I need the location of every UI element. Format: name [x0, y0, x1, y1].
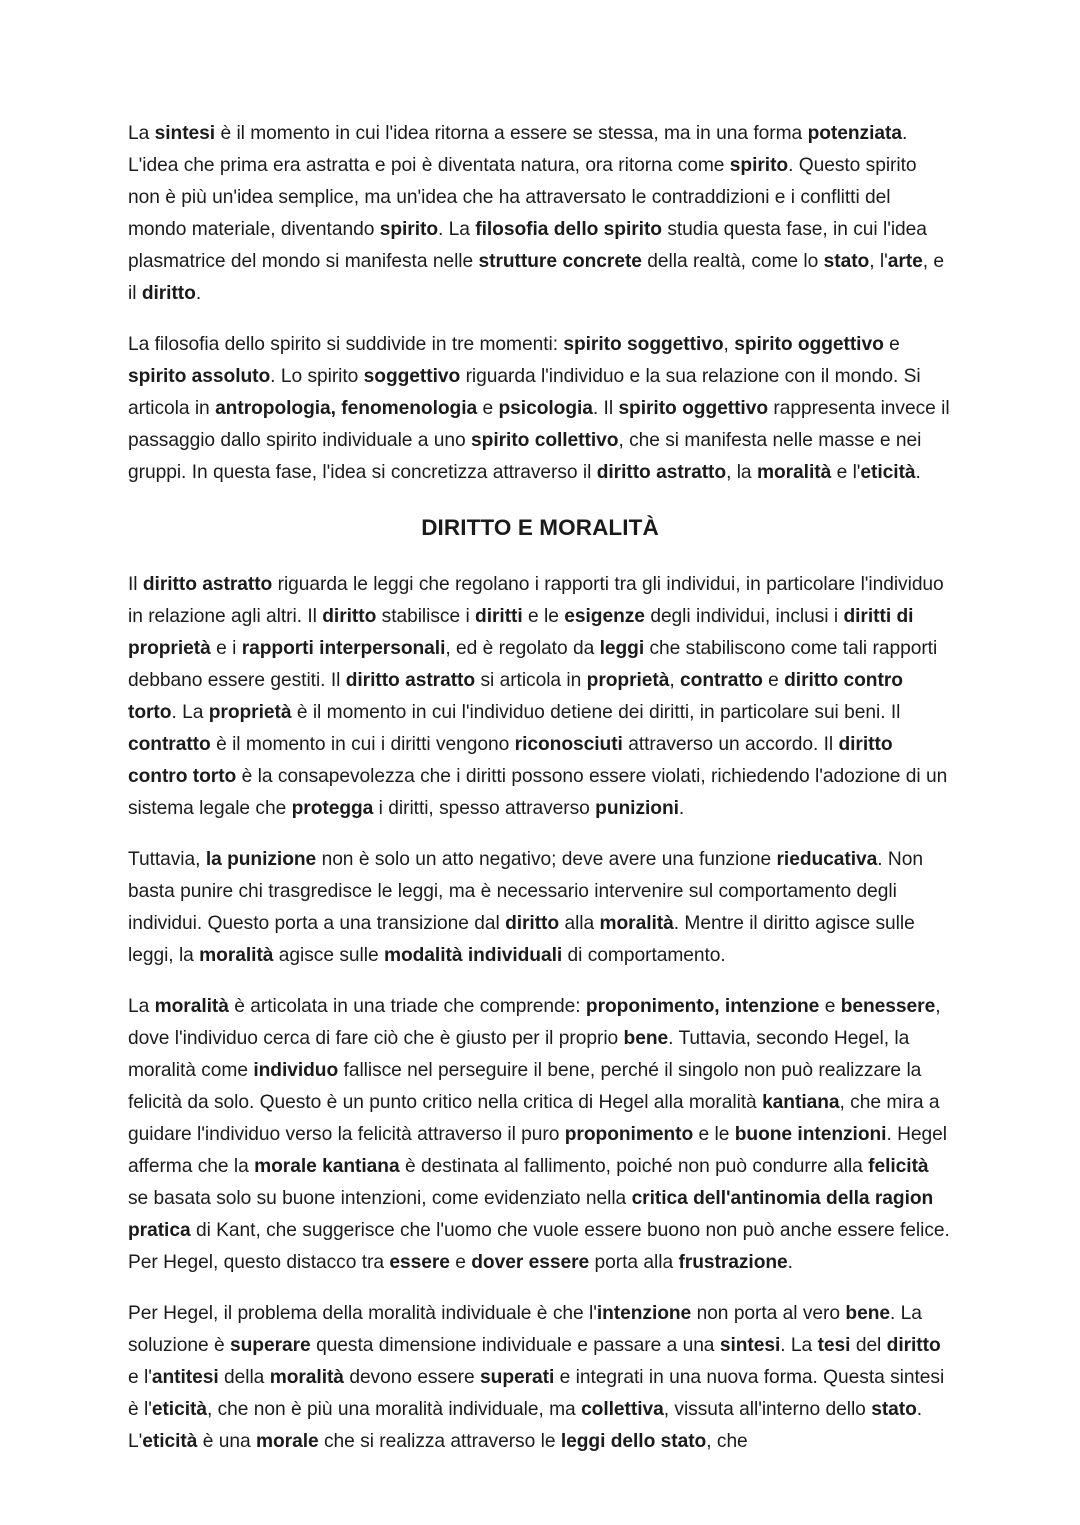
- emphasis-term: contratto: [128, 734, 211, 755]
- emphasis-term: spirito soggettivo: [563, 334, 724, 355]
- emphasis-term: eticità: [142, 1431, 198, 1452]
- emphasis-term: spirito collettivo: [471, 430, 619, 451]
- emphasis-term: la punizione: [205, 849, 317, 870]
- emphasis-term: proponimento: [564, 1124, 694, 1145]
- emphasis-term: diritto contro torto: [128, 670, 903, 723]
- emphasis-term: morale: [256, 1431, 319, 1452]
- emphasis-term: eticità: [151, 1399, 207, 1420]
- emphasis-term: diritto contro torto: [128, 734, 893, 787]
- emphasis-term: diritti di proprietà: [128, 606, 914, 659]
- paragraph-filosofia-dello-spirito: La filosofia dello spirito si suddivide in tre momenti: spirito soggettivo, spirito oggettivo e spirito assoluto. Lo spirito soggettivo riguarda l'individuo e la sua relazione con il mondo. Si articola in antropologia, fenomenologia e psicologia. Il spirito oggettivo rappresenta invece il passaggio dallo spirito individuale a uno spirito collettivo, che si manifesta nelle masse e nei gruppi. In questa fase, l'idea si concretizza attraverso il diritto astratto, la moralità e l'eticità.: [128, 334, 950, 483]
- emphasis-term: riconosciuti: [514, 734, 623, 755]
- emphasis-term: diritto astratto: [142, 574, 273, 595]
- emphasis-term: filosofia dello spirito: [475, 219, 662, 240]
- emphasis-term: moralità: [599, 913, 674, 934]
- emphasis-term: diritto astratto: [596, 462, 727, 483]
- paragraph-eticita-sintesi: Per Hegel, il problema della moralità individuale è che l'intenzione non porta al vero bene. La soluzione è superare questa dimensione individuale e passare a una sintesi. La tesi del diritto e l'antitesi della moralità devono essere superati e integrati in una nuova forma. Questa sintesi è l'eticità, che non è più una moralità individuale, ma collettiva, vissuta all'interno dello stato. L'eticità è una morale che si realizza attraverso le leggi dello stato, che: [128, 1303, 945, 1452]
- emphasis-term: modalità individuali: [383, 945, 563, 966]
- paragraph-moralita-triade: La moralità è articolata in una triade che comprende: proponimento, intenzione e benessere, dove l'individuo cerca di fare ciò che è giusto per il proprio bene. Tuttavia, secondo Hegel, la moralità come individuo fallisce nel perseguire il bene, perché il singolo non può realizzare la felicità da solo. Questo è un punto critico nella critica di Hegel alla moralità kantiana, che mira a guidare l'individuo verso la felicità attraverso il puro proponimento e le buone intenzioni. Hegel afferma che la morale kantiana è destinata al fallimento, poiché non può condurre alla felicità se basata solo su buone intenzioni, come evidenziato nella critica dell'antinomia della ragion pratica di Kant, che suggerisce che l'uomo che vuole essere buono non può anche essere felice. Per Hegel, questo distacco tra essere e dover essere porta alla frustrazione.: [128, 996, 950, 1273]
- emphasis-term: esigenze: [564, 606, 645, 627]
- emphasis-term: benessere: [840, 996, 936, 1017]
- emphasis-term: antropologia, fenomenologia: [215, 398, 478, 419]
- emphasis-term: superare: [230, 1335, 311, 1356]
- emphasis-term: critica dell'antinomia della ragion pratica: [128, 1188, 934, 1241]
- paragraph-punizione-rieducativa: Tuttavia, la punizione non è solo un atto negativo; deve avere una funzione rieducativa. Non basta punire chi trasgredisce le leggi, ma è necessario intervenire sul comportamento degli individui. Questo porta a una transizione dal diritto alla moralità. Mentre il diritto agisce sulle leggi, la moralità agisce sulle modalità individuali di comportamento.: [128, 849, 923, 966]
- emphasis-term: antitesi: [151, 1367, 219, 1388]
- emphasis-term: sintesi: [154, 123, 216, 144]
- paragraph-sintesi: La sintesi è il momento in cui l'idea ritorna a essere se stessa, ma in una forma potenziata. L'idea che prima era astratta e poi è diventata natura, ora ritorna come spirito. Questo spirito non è più un'idea semplice, ma un'idea che ha attraversato le contraddizioni e i conflitti del mondo materiale, diventando spirito. La filosofia dello spirito studia questa fase, in cui l'idea plasmatrice del mondo si manifesta nelle strutture concrete della realtà, come lo stato, l'arte, e il diritto.: [128, 123, 945, 304]
- emphasis-term: rapporti interpersonali: [241, 638, 446, 659]
- emphasis-term: diritto: [505, 913, 560, 934]
- emphasis-term: bene: [845, 1303, 890, 1324]
- emphasis-term: soggettivo: [363, 366, 461, 387]
- emphasis-term: proprietà: [586, 670, 670, 691]
- paragraph-diritto-astratto: Il diritto astratto riguarda le leggi che regolano i rapporti tra gli individui, in particolare l'individuo in relazione agli altri. Il diritto stabilisce i diritti e le esigenze degli individui, inclusi i diritti di proprietà e i rapporti interpersonali, ed è regolato da leggi che stabiliscono come tali rapporti debbano essere gestiti. Il diritto astratto si articola in proprietà, contratto e diritto contro torto. La proprietà è il momento in cui l'individuo detiene dei diritti, in particolare sui beni. Il contratto è il momento in cui i diritti vengono riconosciuti attraverso un accordo. Il diritto contro torto è la consapevolezza che i diritti possono essere violati, richiedendo l'adozione di un sistema legale che protegga i diritti, spesso attraverso punizioni.: [128, 574, 948, 819]
- emphasis-term: spirito oggettivo: [734, 334, 884, 355]
- emphasis-term: potenziata: [807, 123, 902, 144]
- section-heading-diritto-e-moralita: DIRITTO E MORALITÀ: [421, 515, 659, 540]
- emphasis-term: proprietà: [208, 702, 292, 723]
- emphasis-term: proponimento, intenzione: [585, 996, 820, 1017]
- emphasis-term: moralità: [269, 1367, 344, 1388]
- emphasis-term: leggi: [599, 638, 645, 659]
- emphasis-term: kantiana: [762, 1092, 840, 1113]
- emphasis-term: moralità: [199, 945, 274, 966]
- emphasis-term: intenzione: [596, 1303, 692, 1324]
- emphasis-term: dover essere: [471, 1252, 590, 1273]
- emphasis-term: diritti: [475, 606, 523, 627]
- document-body: [128, 118, 952, 1458]
- emphasis-term: punizioni: [595, 798, 679, 819]
- emphasis-term: spirito: [729, 155, 789, 176]
- emphasis-term: rieducativa: [776, 849, 878, 870]
- emphasis-term: superati: [480, 1367, 555, 1388]
- emphasis-term: eticità: [860, 462, 916, 483]
- emphasis-term: morale kantiana: [254, 1156, 400, 1177]
- emphasis-term: moralità: [154, 996, 229, 1017]
- emphasis-term: spirito assoluto: [128, 366, 271, 387]
- emphasis-term: stato: [823, 251, 870, 272]
- emphasis-term: frustrazione: [678, 1252, 788, 1273]
- emphasis-term: felicità: [868, 1156, 929, 1177]
- emphasis-term: collettiva: [581, 1399, 664, 1420]
- emphasis-term: spirito: [379, 219, 438, 240]
- emphasis-term: contratto: [680, 670, 763, 691]
- emphasis-term: moralità: [756, 462, 832, 483]
- emphasis-term: psicologia: [498, 398, 593, 419]
- emphasis-term: protegga: [291, 798, 374, 819]
- emphasis-term: stato: [871, 1399, 917, 1420]
- emphasis-term: leggi dello stato: [560, 1431, 707, 1452]
- emphasis-term: bene: [623, 1028, 669, 1049]
- emphasis-term: buone intenzioni: [734, 1124, 887, 1145]
- emphasis-term: diritto: [322, 606, 377, 627]
- emphasis-term: spirito oggettivo: [618, 398, 768, 419]
- emphasis-term: sintesi: [719, 1335, 781, 1356]
- emphasis-term: strutture concrete: [478, 251, 642, 272]
- emphasis-term: diritto: [886, 1335, 941, 1356]
- emphasis-term: tesi: [817, 1335, 851, 1356]
- emphasis-term: diritto: [141, 283, 196, 304]
- emphasis-term: individuo: [253, 1060, 339, 1081]
- emphasis-term: diritto astratto: [345, 670, 476, 691]
- emphasis-term: essere: [389, 1252, 450, 1273]
- emphasis-term: arte: [887, 251, 923, 272]
